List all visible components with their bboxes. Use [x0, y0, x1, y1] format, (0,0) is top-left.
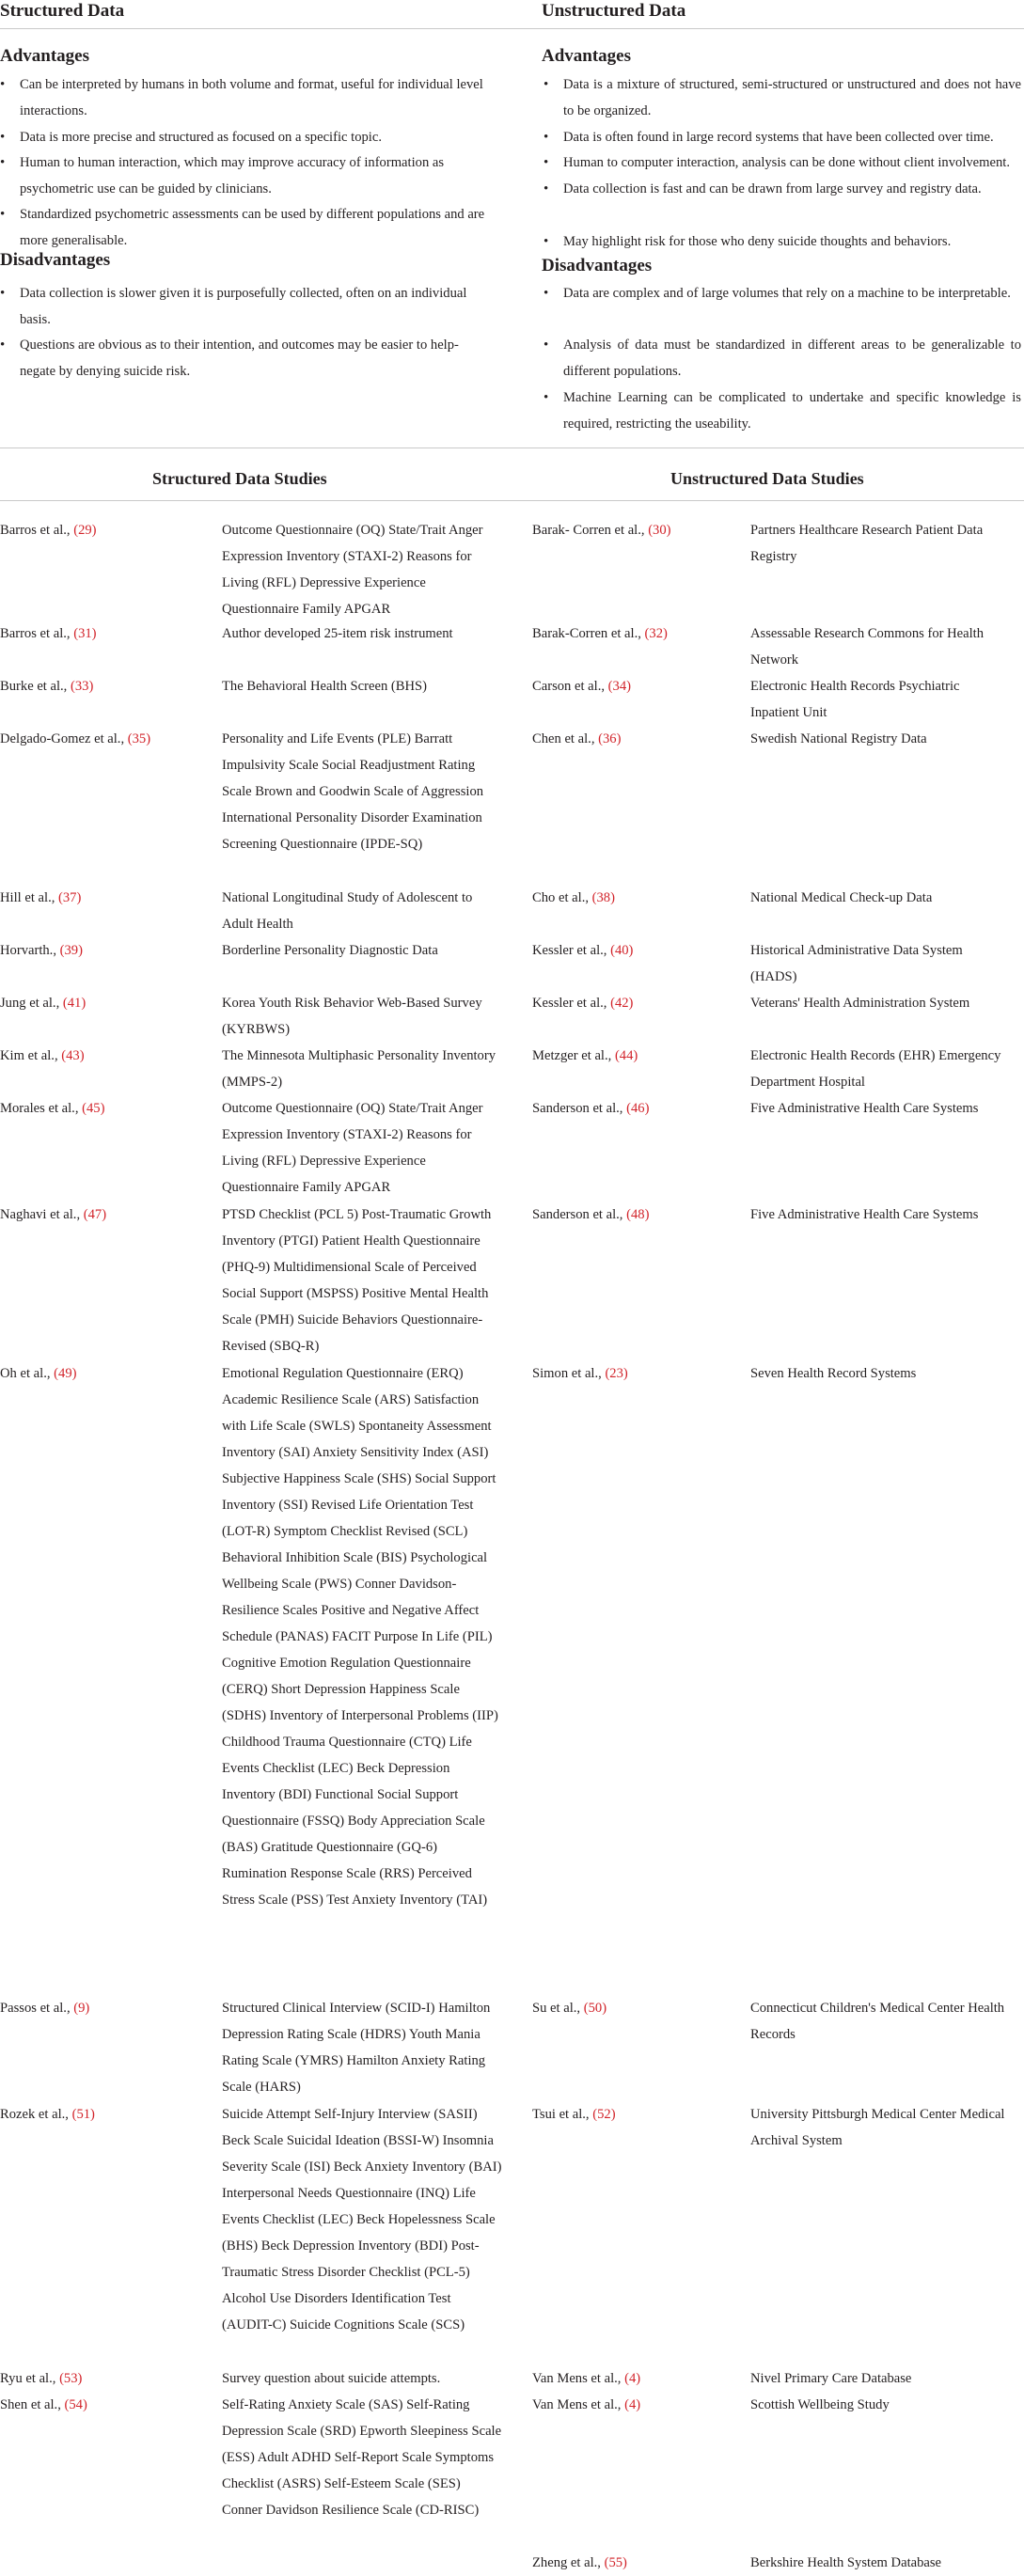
citation-link[interactable]: (31): [73, 626, 97, 641]
unstructured-disadvantage-2: • Analysis of data must be standardized in different areas to be generalizable to different populations.: [544, 338, 1021, 379]
structured-study-instrument: The Behavioral Health Screen (BHS): [222, 679, 428, 694]
structured-advantage-2: • Data is more precise and structured as focused on a specific topic.: [0, 130, 382, 145]
unstructured-study-source: Electronic Health Records Psychiatric Inpatient Unit: [750, 679, 960, 720]
unstructured-study-source: Scottish Wellbeing Study: [750, 2397, 890, 2412]
citation-link[interactable]: (36): [598, 731, 622, 746]
unstructured-data-header: Unstructured Data: [542, 1, 686, 21]
structured-study-instrument: Outcome Questionnaire (OQ) State/Trait Anger Expression Inventory (STAXI-2) Reasons for Living (RFL) Depressive Experience Questionnaire Family APGAR: [222, 523, 483, 617]
unstructured-study-author: Van Mens et al., (4): [532, 2371, 641, 2386]
unstructured-study-source: Assessable Research Commons for Health Network: [750, 626, 985, 668]
unstructured-study-author: Sanderson et al., (48): [532, 1207, 650, 1222]
citation-link[interactable]: (29): [73, 523, 97, 538]
structured-study-author: Ryu et al., (53): [0, 2371, 83, 2386]
citation-link[interactable]: (52): [592, 2107, 616, 2122]
unstructured-study-author: Barak-Corren et al., (32): [532, 626, 668, 641]
citation-link[interactable]: (32): [644, 626, 668, 641]
citation-link[interactable]: (39): [59, 943, 83, 958]
unstructured-study-source: Swedish National Registry Data: [750, 731, 927, 746]
structured-advantage-3: • Human to human interaction, which may improve accuracy of information as psychometric use can be guided by clinicians.: [0, 155, 445, 196]
unstructured-study-author: Carson et al., (34): [532, 679, 631, 694]
structured-study-instrument: Emotional Regulation Questionnaire (ERQ) Academic Resilience Scale (ARS) Satisfaction with Life Scale (SWLS) Spontaneity Assessment Inventory (SAI) Anxiety Sensitivity Index (ASI) Subjective Happiness Scale (SHS) Social Support Inventory (SSI) Revised Life Orientation Test (LOT-R) Symptom Checklist Revised (SCL) Behavioral Inhibition Scale (BIS) Psychological Wellbeing Scale (PWS) Conner Davidson-Resilience Scales Positive and Negative Affect Schedule (PANAS) FACIT Purpose In Life (PIL) Cognitive Emotion Regulation Questionnaire (CERQ) Short Depression Happiness Scale (SDHS) Inventory of Interpersonal Problems (IIP) Childhood Trauma Questionnaire (CTQ) Life Events Checklist (LEC) Beck Depression Inventory (BDI) Functional Social Support Questionnaire (FSSQ) Body Appreciation Scale (BAS) Gratitude Questionnaire (GQ-6) Rumination Response Scale (RRS) Perceived Stress Scale (PSS) Test Anxiety Inventory (TAI): [222, 1366, 498, 1908]
structured-study-instrument: National Longitudinal Study of Adolescent to Adult Health: [222, 890, 473, 932]
citation-link[interactable]: (4): [624, 2371, 641, 2386]
unstructured-disadvantages-title: Disadvantages: [542, 256, 653, 275]
citation-link[interactable]: (53): [59, 2371, 83, 2386]
structured-study-author: Morales et al., (45): [0, 1101, 105, 1116]
structured-study-author: Hill et al., (37): [0, 890, 82, 905]
structured-disadvantage-1: • Data collection is slower given it is purposefully collected, often on an individual basis.: [0, 286, 467, 327]
unstructured-advantage-3: • Human to computer interaction, analysis can be done without client involvement.: [544, 155, 1010, 170]
structured-data-header: Structured Data: [0, 1, 125, 21]
structured-study-instrument: Author developed 25-item risk instrument: [222, 626, 453, 641]
citation-link[interactable]: (37): [58, 890, 82, 905]
unstructured-study-author: Simon et al., (23): [532, 1366, 628, 1381]
unstructured-study-source: Five Administrative Health Care Systems: [750, 1101, 979, 1116]
unstructured-study-author: Sanderson et al., (46): [532, 1101, 650, 1116]
citation-link[interactable]: (33): [70, 679, 94, 694]
structured-study-instrument: Korea Youth Risk Behavior Web-Based Survey (KYRBWS): [222, 996, 482, 1037]
unstructured-study-source: Electronic Health Records (EHR) Emergency Department Hospital: [750, 1048, 1001, 1090]
unstructured-study-author: Su et al., (50): [532, 2001, 607, 2016]
citation-link[interactable]: (30): [648, 523, 671, 538]
structured-study-author: Barros et al., (29): [0, 523, 97, 538]
citation-link[interactable]: (4): [624, 2397, 641, 2412]
unstructured-study-author: Kessler et al., (40): [532, 943, 634, 958]
unstructured-study-author: Zheng et al., (55): [532, 2555, 627, 2570]
citation-link[interactable]: (23): [605, 1366, 628, 1381]
unstructured-advantage-2: • Data is often found in large record systems that have been collected over time.: [544, 130, 994, 145]
citation-link[interactable]: (47): [83, 1207, 107, 1222]
structured-study-instrument: Outcome Questionnaire (OQ) State/Trait Anger Expression Inventory (STAXI-2) Reasons for Living (RFL) Depressive Experience Questionnaire Family APGAR: [222, 1101, 483, 1195]
structured-study-author: Naghavi et al., (47): [0, 1207, 107, 1222]
unstructured-study-author: Kessler et al., (42): [532, 996, 634, 1011]
structured-study-instrument: Suicide Attempt Self-Injury Interview (SASII) Beck Scale Suicidal Ideation (BSSI-W) Insomnia Severity Scale (ISI) Beck Anxiety Inventory (BAI) Interpersonal Needs Questionnaire (INQ) Life Events Checklist (LEC) Beck Hopelessness Scale (BHS) Beck Depression Inventory (BDI) Post-Traumatic Stress Disorder Checklist (PCL-5) Alcohol Use Disorders Identification Test (AUDIT-C) Suicide Cognitions Scale (SCS): [222, 2107, 502, 2333]
structured-disadvantage-2: • Questions are obvious as to their intention, and outcomes may be easier to help-negate by denying suicide risk.: [0, 338, 459, 379]
unstructured-study-source: Partners Healthcare Research Patient Data Registry: [750, 523, 984, 564]
citation-link[interactable]: (55): [604, 2555, 627, 2570]
unstructured-study-author: Van Mens et al., (4): [532, 2397, 641, 2412]
unstructured-study-source: Five Administrative Health Care Systems: [750, 1207, 979, 1222]
structured-study-author: Delgado-Gomez et al., (35): [0, 731, 151, 746]
citation-link[interactable]: (42): [610, 996, 634, 1011]
unstructured-study-source: Historical Administrative Data System (HADS): [750, 943, 963, 984]
header-rule: [0, 28, 1024, 29]
structured-study-author: Burke et al., (33): [0, 679, 94, 694]
citation-link[interactable]: (51): [71, 2107, 95, 2122]
structured-study-instrument: The Minnesota Multiphasic Personality Inventory (MMPS-2): [222, 1048, 496, 1090]
citation-link[interactable]: (40): [610, 943, 634, 958]
unstructured-disadvantage-3: • Machine Learning can be complicated to undertake and specific knowledge is required, restricting the useability.: [544, 390, 1021, 432]
unstructured-study-source: Berkshire Health System Database: [750, 2555, 942, 2570]
citation-link[interactable]: (48): [626, 1207, 650, 1222]
structured-studies-title: Structured Data Studies: [152, 469, 327, 488]
structured-study-author: Kim et al., (43): [0, 1048, 85, 1063]
citation-link[interactable]: (54): [64, 2397, 87, 2412]
citation-link[interactable]: (50): [583, 2001, 607, 2016]
unstructured-study-author: Metzger et al., (44): [532, 1048, 638, 1063]
unstructured-study-author: Barak- Corren et al., (30): [532, 523, 671, 538]
unstructured-study-author: Tsui et al., (52): [532, 2107, 616, 2122]
unstructured-study-source: Connecticut Children's Medical Center Health Records: [750, 2001, 1005, 2042]
unstructured-study-source: National Medical Check-up Data: [750, 890, 933, 905]
structured-study-instrument: Borderline Personality Diagnostic Data: [222, 943, 438, 958]
citation-link[interactable]: (43): [61, 1048, 85, 1063]
citation-link[interactable]: (44): [614, 1048, 638, 1063]
structured-study-author: Barros et al., (31): [0, 626, 97, 641]
structured-advantage-1: • Can be interpreted by humans in both volume and format, useful for individual level interactions.: [0, 77, 483, 118]
citation-link[interactable]: (9): [73, 2001, 90, 2016]
unstructured-disadvantage-1: • Data are complex and of large volumes that rely on a machine to be interpretable.: [544, 286, 1011, 301]
structured-study-author: Rozek et al., (51): [0, 2107, 95, 2122]
unstructured-study-source: Veterans' Health Administration System: [750, 996, 970, 1011]
structured-study-instrument: Self-Rating Anxiety Scale (SAS) Self-Rating Depression Scale (SRD) Epworth Sleepiness Scale (ESS) Adult ADHD Self-Report Scale Symptoms Checklist (ASRS) Self-Esteem Scale (SES) Conner Davidson Resilience Scale (CD-RISC): [222, 2397, 502, 2518]
unstructured-study-source: Nivel Primary Care Database: [750, 2371, 912, 2386]
structured-study-author: Passos et al., (9): [0, 2001, 90, 2016]
structured-study-author: Jung et al., (41): [0, 996, 87, 1011]
structured-study-instrument: Survey question about suicide attempts.: [222, 2371, 441, 2386]
structured-study-author: Horvarth., (39): [0, 943, 83, 958]
structured-study-author: Shen et al., (54): [0, 2397, 87, 2412]
citation-link[interactable]: (34): [607, 679, 631, 694]
citation-link[interactable]: (45): [82, 1101, 105, 1116]
citation-link[interactable]: (49): [54, 1366, 77, 1381]
structured-advantage-4: • Standardized psychometric assessments can be used by different populations and are more generalisable.: [0, 207, 485, 248]
structured-study-instrument: Structured Clinical Interview (SCID-I) Hamilton Depression Rating Scale (HDRS) Youth Mania Rating Scale (YMRS) Hamilton Anxiety Rating Scale (HARS): [222, 2001, 491, 2095]
structured-disadvantages-title: Disadvantages: [0, 250, 111, 270]
unstructured-study-author: Cho et al., (38): [532, 890, 615, 905]
structured-advantages-title: Advantages: [0, 46, 90, 66]
unstructured-advantage-4: • Data collection is fast and can be drawn from large survey and registry data.: [544, 181, 982, 196]
citation-link[interactable]: (46): [626, 1101, 650, 1116]
citation-link[interactable]: (35): [127, 731, 151, 746]
unstructured-advantage-1: • Data is a mixture of structured, semi-structured or unstructured and does not have to be organized.: [544, 77, 1021, 118]
structured-study-instrument: Personality and Life Events (PLE) Barratt Impulsivity Scale Social Readjustment Rating Scale Brown and Goodwin Scale of Aggression International Personality Disorder Examination Screening Questionnaire (IPDE-SQ): [222, 731, 484, 852]
unstructured-studies-title: Unstructured Data Studies: [670, 469, 864, 488]
citation-link[interactable]: (38): [591, 890, 615, 905]
unstructured-study-author: Chen et al., (36): [532, 731, 622, 746]
studies-header-rule: [0, 500, 1024, 501]
unstructured-study-source: Seven Health Record Systems: [750, 1366, 917, 1381]
unstructured-study-source: University Pittsburgh Medical Center Medical Archival System: [750, 2107, 1005, 2148]
structured-study-author: Oh et al., (49): [0, 1366, 77, 1381]
unstructured-advantages-title: Advantages: [542, 46, 632, 66]
structured-study-instrument: PTSD Checklist (PCL 5) Post-Traumatic Growth Inventory (PTGI) Patient Health Questionnaire (PHQ-9) Multidimensional Scale of Perceived Social Support (MSPSS) Positive Mental Health Scale (PMH) Suicide Behaviors Questionnaire- Revised (SBQ-R): [222, 1207, 492, 1354]
unstructured-advantage-5: • May highlight risk for those who deny suicide thoughts and behaviors.: [544, 234, 952, 249]
citation-link[interactable]: (41): [62, 996, 87, 1011]
